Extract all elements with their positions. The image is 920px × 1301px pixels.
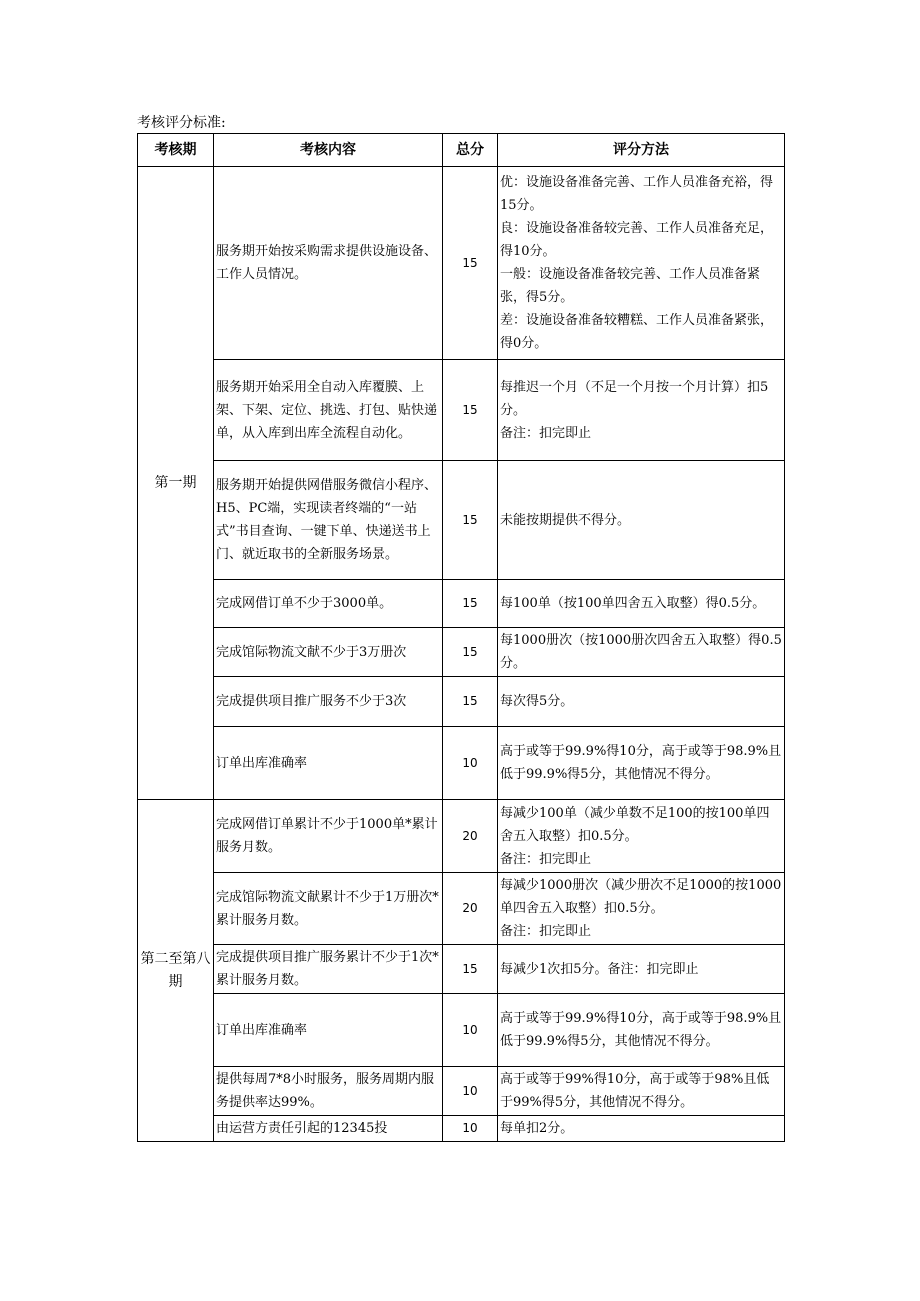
- table-caption: 考核评分标准:: [137, 115, 226, 131]
- header-period: 考核期: [138, 134, 214, 167]
- method-line: 高于或等于99.9%得10分，高于或等于98.9%且低于99.9%得5分，其他情况不得分。: [500, 1011, 782, 1049]
- method-line: 备注：扣完即止: [500, 851, 592, 867]
- method-cell: [498, 1067, 785, 1116]
- table-row: [138, 1116, 785, 1142]
- method-line: 每减少1次扣5分。备注：扣完即止: [500, 961, 699, 977]
- score-cell: 15: [443, 360, 498, 461]
- method-cell: [498, 800, 785, 873]
- method-cell: [498, 994, 785, 1067]
- table-row: [138, 1067, 785, 1116]
- method-line: 一般：设施设备准备较完善、工作人员准备紧张，得5分。: [500, 267, 761, 305]
- method-line: 每1000册次（按1000册次四舍五入取整）得0.5分。: [500, 633, 782, 671]
- score-cell: 15: [443, 677, 498, 727]
- score-cell: 10: [443, 1116, 498, 1142]
- content-cell: 订单出库准确率: [214, 994, 443, 1067]
- method-line: 每减少100单（减少单数不足100的按100单四舍五入取整）扣0.5分。: [500, 805, 770, 844]
- method-line: 高于或等于99%得10分，高于或等于98%且低于99%得5分，其他情况不得分。: [500, 1072, 770, 1110]
- scoring-table: [137, 133, 785, 1142]
- content-cell: 服务期开始提供网借服务微信小程序、H5、PC端，实现读者终端的“一站式”书目查询、一键下单、快递送书上门、就近取书的全新服务场景。: [214, 461, 443, 580]
- method-line: 每减少1000册次（减少册次不足1000的按1000单四舍五入取整）扣0.5分。: [500, 878, 782, 916]
- score-cell: 10: [443, 1067, 498, 1116]
- score-cell: 15: [443, 580, 498, 628]
- method-line: 备注：扣完即止: [500, 924, 592, 939]
- score-cell: 10: [443, 727, 498, 800]
- content-cell: 服务期开始按采购需求提供设施设备、工作人员情况。: [214, 167, 443, 360]
- content-cell: 服务期开始采用全自动入库覆膜、上架、下架、定位、挑选、打包、贴快递单，从入库到出库全流程自动化。: [214, 360, 443, 461]
- method-line: 每推迟一个月（不足一个月按一个月计算）扣5分。: [500, 379, 769, 418]
- table-row: [138, 580, 785, 628]
- method-line: 未能按期提供不得分。: [500, 512, 631, 528]
- method-cell: [498, 628, 785, 677]
- period-cell-1: 第一期: [138, 167, 214, 800]
- header-row: [138, 134, 785, 167]
- method-cell: [498, 945, 785, 994]
- header-score: 总分: [443, 134, 498, 167]
- method-cell: [498, 727, 785, 800]
- content-cell: 由运营方责任引起的12345投: [214, 1116, 443, 1142]
- score-cell: 15: [443, 167, 498, 360]
- score-cell: 15: [443, 945, 498, 994]
- method-line: 每100单（按100单四舍五入取整）得0.5分。: [500, 596, 766, 611]
- score-cell: 10: [443, 994, 498, 1067]
- table-row: [138, 461, 785, 580]
- table-row: [138, 167, 785, 360]
- table-row: [138, 360, 785, 461]
- method-line: 优：设施设备准备完善、工作人员准备充裕，得15分。: [500, 175, 774, 213]
- period-cell-2: 第二至第八期: [138, 800, 214, 1142]
- method-line: 良：设施设备准备较完善、工作人员准备充足，得10分。: [500, 221, 774, 259]
- score-cell: 20: [443, 873, 498, 945]
- method-cell: [498, 677, 785, 727]
- method-cell: [498, 360, 785, 461]
- header-content: 考核内容: [214, 134, 443, 167]
- table-row: [138, 628, 785, 677]
- table-row: [138, 800, 785, 873]
- table-row: [138, 994, 785, 1067]
- table-row: [138, 945, 785, 994]
- method-cell: [498, 580, 785, 628]
- table-row: [138, 677, 785, 727]
- content-cell: 完成提供项目推广服务累计不少于1次*累计服务月数。: [214, 945, 443, 994]
- score-cell: 20: [443, 800, 498, 873]
- content-cell: 完成网借订单不少于3000单。: [214, 580, 443, 628]
- content-cell: 订单出库准确率: [214, 727, 443, 800]
- content-cell: 完成提供项目推广服务不少于3次: [214, 677, 443, 727]
- method-line: 每单扣2分。: [500, 1121, 574, 1136]
- method-line: 差：设施设备准备较糟糕、工作人员准备紧张，得0分。: [500, 313, 774, 351]
- method-line: 备注：扣完即止: [500, 425, 592, 441]
- method-cell: [498, 1116, 785, 1142]
- content-cell: 完成网借订单累计不少于1000单*累计服务月数。: [214, 800, 443, 873]
- table-row: [138, 727, 785, 800]
- content-cell: 完成馆际物流文献不少于3万册次: [214, 628, 443, 677]
- content-cell: 提供每周7*8小时服务，服务周期内服务提供率达99%。: [214, 1067, 443, 1116]
- method-line: 高于或等于99.9%得10分，高于或等于98.9%且低于99.9%得5分，其他情况不得分。: [500, 744, 782, 782]
- table-row: [138, 873, 785, 945]
- content-cell: 完成馆际物流文献累计不少于1万册次*累计服务月数。: [214, 873, 443, 945]
- method-cell: [498, 873, 785, 945]
- score-cell: 15: [443, 461, 498, 580]
- score-cell: 15: [443, 628, 498, 677]
- method-line: 每次得5分。: [500, 694, 574, 709]
- method-cell: [498, 461, 785, 580]
- header-method: 评分方法: [498, 134, 785, 167]
- method-cell: [498, 167, 785, 360]
